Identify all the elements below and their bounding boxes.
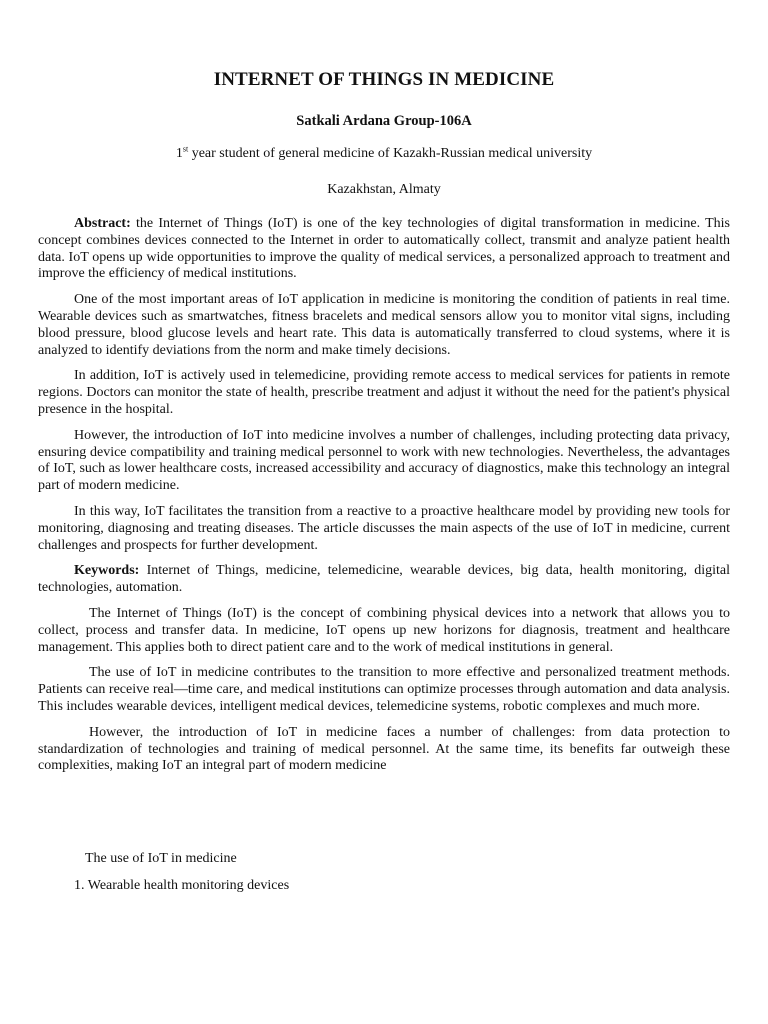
affiliation-line: [0, 146, 768, 162]
paper-body: [38, 216, 730, 784]
affiliation-text: year student of general medicine of Kazakh-Russian medical university: [188, 146, 593, 161]
affiliation-ordinal: 1: [175, 146, 183, 161]
keywords-paragraph: [38, 563, 730, 597]
abstract-paragraph-2: One of the most important areas of IoT application in medicine is monitoring the condition of patients in real time. Wearable devices such as smartwatches, fitness bracelets and medical sensors allow you to monitor vital signs, including blood pressure, blood glucose levels and heart rate. This data is automatically transferred to cloud systems, where it is analyzed to identify deviations from the norm and make timely decisions.: [38, 292, 730, 358]
author-line: Satkali Ardana Group-106A: [296, 113, 472, 129]
list-item: 1. Wearable health monitoring devices: [74, 878, 290, 893]
abstract-paragraph: [38, 216, 730, 283]
abstract-paragraph-4: However, the introduction of IoT into medicine involves a number of challenges, including protecting data privacy, ensuring device compatibility and training medical personnel to work with new technologies. Nevertheless, the advantages of IoT, such as lower healthcare costs, increased accessibility and accuracy of diagnostics, make this technology an integral part of modern medicine.: [38, 427, 730, 494]
section-heading: The use of IoT in medicine: [85, 851, 237, 866]
abstract-label: Abstract:: [74, 216, 131, 231]
abstract-text: the Internet of Things (IoT) is one of the key technologies of digital transformation in medicine. This concept combines devices connected to the Internet in order to automatically collect, transmit and analyze patient health data. IoT opens up wide opportunities to improve the quality of medical services, a personalized approach to treatment and improve the efficiency of medical institutions.: [38, 216, 730, 282]
intro-paragraph-2: The use of IoT in medicine contributes to the transition to more effective and personalized treatment methods. Patients can receive real—time care, and medical institutions can optimize processes through automation and data analysis. This includes wearable devices, intelligent medical devices, telemedicine systems, robotic complexes and much more.: [38, 665, 730, 714]
abstract-paragraph-3: In addition, IoT is actively used in telemedicine, providing remote access to medical services for patients in remote regions. Doctors can monitor the state of health, prescribe treatment and adjust it without the need for the patient's physical presence in the hospital.: [38, 368, 730, 417]
abstract-paragraph-5: In this way, IoT facilitates the transition from a reactive to a proactive healthcare model by providing new tools for monitoring, diagnosing and treating diseases. The article discusses the main aspects of the use of IoT in medicine, current challenges and prospects for further development.: [38, 503, 730, 553]
intro-paragraph-3: However, the introduction of IoT in medicine faces a number of challenges: from data protection to standardization of technologies and training of medical personnel. At the same time, its benefits far outweigh these complexities, making IoT an integral part of modern medicine: [38, 724, 730, 774]
paper-title: INTERNET OF THINGS IN MEDICINE: [213, 69, 555, 90]
location-line: Kazakhstan, Almaty: [327, 182, 441, 197]
keywords-text: Internet of Things, medicine, telemedicine, wearable devices, big data, health monitoring, digital technologies, automation.: [38, 563, 730, 596]
intro-paragraph-1: The Internet of Things (IoT) is the concept of combining physical devices into a network that allows you to collect, process and transfer data. In medicine, IoT opens up new horizons for diagnosis, treatment and healthcare management. This applies both to direct patient care and to the work of medical institutions in general.: [38, 605, 730, 655]
affiliation-ordinal-suffix: st: [182, 144, 189, 154]
keywords-label: Keywords:: [74, 563, 140, 579]
